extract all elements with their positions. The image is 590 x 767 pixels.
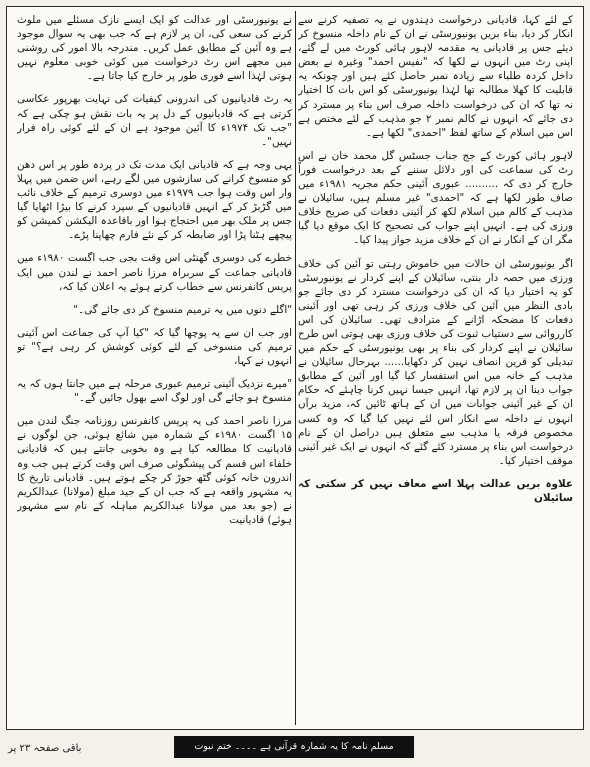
left-quote-2: "میرے نزدیک آئینی ترمیم عبوری مرحلہ ہے میں جانتا ہوں کہ یہ منسوخ ہو جائے گی اور لوگ اسے بھول جائیں گے۔" [17,378,292,405]
left-column [17,13,292,723]
continued-page-reference: باقی صفحہ ۲۳ پر [8,743,82,754]
left-paragraph-1: نے یونیورسٹی اور عدالت کو ایک ایسے نازک مسئلے میں ملوث کرنے کی سعی کی، ان پر لازم ہے کہ جب بھی یہ سوال موجود ہے وہ آئین کے مطابق عمل کریں۔ مندرجہ بالا امور کی روشنی میں مجھے اس رٹ درخواست میں کوئی خوبی معلوم نہیں ہوتی لہٰذا اسے فوری طور پر خارج کیا جاتا ہے۔ [17,14,292,83]
right-paragraph-3: اگر یونیورسٹی ان حالات میں خاموش رہتی تو آئین کی خلاف ورزی میں حصہ دار بنتی، سائیلان کے اپنے کردار نے یونیورسٹی کو یہ اختیار دیا کہ ان کی درخواست مسترد کر دی جائے جو بادی النظر میں آئین کی خلاف ورزی کر رہی تھی اور آئینی دفعات کا مضحکہ اڑانے کے مترادف تھی۔ سائیلان کی اس کارروائی سے دستیاب ثبوت کی خلاف ورزی بھی ہوتی اس طرح سائیلان نے اپنے کردار کی بناء پر بھی یونیورسٹی کے حکم میں تبدیلی کو قرین انصاف نہیں کر دکھایا...... بہرحال سائیلان نے مذہب کے خانہ میں اس استفسار کیا گیا اور آئین کے مطابق جواب دینا ان پر لازم تھا، انہیں جیسا نہیں کرنا چاہئے کہ حکام ان کے غیر آئینی جوابات میں ان کے ہاتھ ٹائیں کہ، مزید برآں انہوں نے داخلہ سے انکار اس لئے نہیں کیا گیا کہ وہ کسی مخصوص فرقہ یا مذہب سے متعلق ہیں دراصل ان کے نام درخواست اس بناء پر مسترد کئے گئے کہ انہوں نے ایک غیر آئینی موقف اختیار کیا۔ [298,257,573,467]
column-divider [295,11,296,725]
right-column [298,13,573,723]
page-footer [6,733,584,763]
left-paragraph-2: یہ رٹ قادیانیوں کی اندرونی کیفیات کی نہایت بھرپور عکاسی کرتی ہے کہ قادیانیوں کے دل پر یہ بات نقش ہو چکی ہے کہ "جب تک ۱۹۷۴ء کا آئین موجود ہے ان کے لئے کوئی راہ فرار نہیں"۔ [17,93,292,148]
right-paragraph-1: کے لئے کہا، قادیانی درخواست دہندوں نے یہ تصفیہ کرنے سے انکار کر دیا، بناء بریں یونیورسٹی نے ان کے نام داخلہ منسوخ کر دیئے جس پر قادیانی یہ مقدمہ لاہور ہائی کورٹ میں لے گئے، اپنی رٹ میں انہوں نے لکھا کہ "نفیس احمد" وغیرہ نے بعض داخل کردہ طلباء سے زیادہ نمبر حاصل کئے ہیں اور چونکہ یہ قابلیت کا کھلا مطالبہ تھا لہٰذا یونیورسٹی کو اس بات کا اختیار نہ تھا کہ ان کی درخواست داخلہ صرف اس بناء پر مسترد کر دی جائے کہ انہوں نے کالم نمبر ۲ جو مذہب کے لئے مختص ہے اس میں اسلام کے ساتھ لفظ "احمدی" لکھا ہے۔ [298,14,573,139]
left-quote-1: "اگلے دنوں میں یہ ترمیم منسوخ کر دی جائے گی۔" [73,303,292,316]
right-paragraph-4: علاوہ بریں عدالت پہلا اسے معاف نہیں کر سکتی کہ سائیلان [298,477,573,504]
left-paragraph-6: مرزا ناصر احمد کی یہ پریس کانفرنس روزنامہ جنگ لندن میں ۱۵ اگست ۱۹۸۰ء کے شمارہ میں شائع ہوئی، جن لوگوں نے قادیانیت کا مطالعہ کیا ہے وہ بخوبی جانتے ہیں کہ قادیانی خلفاء اس قسم کی پیشگوئی صرف اس وقت کرتے ہیں جب وہ اندرون خانہ کوئی گٹھ جوڑ کر چکے ہوتے ہیں۔ قادیانی تاریخ کا یہ مشہور واقعہ ہے کہ جب ان کے جید مبلغ (مولانا) عبدالکریم نے (جو بعد میں مولانا عبدالکریم مباہلہ کے نام سے مشہور ہوئے) قادیانیت [17,415,292,526]
left-paragraph-3: یہی وجہ ہے کہ قادیانی ایک مدت تک در پردہ طور پر اس دھن کو منسوخ کرانے کی سازشوں میں لگے رہے، اس ضمن میں پہلا وار اس وقت ہوا جب ۱۹۷۹ء میں دوسری ترمیم کے خلاف نائب میں گڑبڑ کر کے انہیں قادیانیوں کے سپرد کرنے کا بیڑا اٹھایا گیا جس پر ملک بھر میں احتجاج ہوا اور باقاعدہ الیکشن کمیشن کو پیچھے ہٹنا پڑا اور ضابطہ کر کے نئے فارم چھاپنا پڑے۔ [17,158,292,242]
left-paragraph-4: خطرے کی دوسری گھنٹی اس وقت بجی جب اگست ۱۹۸۰ء میں قادیانی جماعت کے سربراہ مرزا ناصر احمد نے لندن میں ایک پریس کانفرنس سے خطاب کرتے ہوئے یہ اعلان کیا کہ، [17,252,292,293]
footer-banner: مسلم نامہ کا یہ شمارہ قرآنی ہے ۔۔۔۔ ختم نبوت [174,736,414,758]
right-paragraph-2: لاہور ہائی کورٹ کے جج جناب جسٹس گل محمد خان نے اس رٹ کی سماعت کی اور دلائل سننے کے بعد درخواست فوراً خارج کر دی کہ .......... عبوری آئینی حکم مجریہ ۱۹۸۱ء میں صاف طور لکھا ہے کہ "احمدی" غیر مسلم ہیں، سائیلان نے مذہب کے کالم میں اسلام لکھ کر آئینی دفعات کی صریح خلاف ورزی کی ہے۔ انہیں اپنے جواب کی تصحیح کا ایک موقع دیا گیا مگر ان کے انکار نے ان کے خلاف مزید جواز پیدا کیا۔ [298,149,573,247]
left-paragraph-5: اور جب ان سے یہ پوچھا گیا کہ "کیا آپ کی جماعت اس آئینی ترمیم کی منسوخی کے لئے کوئی کوشش کر رہی ہے؟" تو انہوں نے کہا، [17,326,292,367]
newspaper-page [6,6,584,730]
